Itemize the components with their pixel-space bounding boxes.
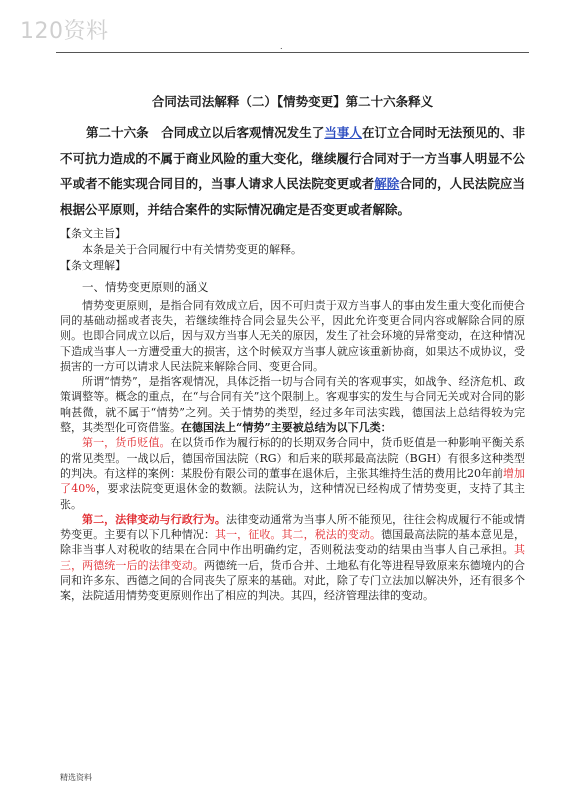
link-jiechu[interactable]: 解除 (374, 176, 400, 192)
article-part-3: 合同的，人民法院应当根据公平原则，并结合案件的实际情况确定是否变更或者解除。 (60, 176, 525, 217)
link-dangshiren[interactable]: 当事人 (324, 125, 362, 140)
footer-label: 精选资料 (60, 773, 92, 782)
header-rule (56, 52, 529, 53)
paragraph-2-text: 所谓“情势”，是指客观情况，具体泛指一切与合同有关的客观事实，如战争、经济危机、政策调整等。概念的重点，在“与合同有关”这个限制上。客观事实的发生与合同无关或对合同的影响甚微，就不属于“情势”之列。关于情势的类型，经过多年司法实践，德国法上总结得较为完整，其类型化可资借鉴。 (60, 375, 525, 435)
p4-red-1: 第二，法律变动与行政行为。 (82, 512, 226, 526)
article-part-2: 在订立合同时无法预见的、非不可抗力造成的不属于商业风险的重大变化，继续履行合同对于一方当事人明显不公平或者不能实现合同目的，当事人请求人民法院变更或者 (60, 125, 525, 192)
p3-red-1: 第一，货币贬值。 (82, 436, 171, 450)
header-dot: . (280, 42, 283, 51)
understand-heading: 【条文理解】 (60, 258, 126, 272)
p4-red-3: 其三，两德统一后的法律变动。 (60, 543, 525, 572)
paragraph-1: 情势变更原则，是指合同有效成立后，因不可归责于双方当事人的事由发生重大变化而使合同的基础动摇或者丧失，若继续维持合同会显失公平，因此允许变更合同内容或解除合同的原则。也即合同成立以后，因与双方当事人无关的原因，发生了社会环境的异常变动，在这种情况下造成当事人一方遭受重大的损害，这个时候双方当事人就应该重新协商，如果达不成协议，受损害的一方可以请求人民法院来解除合同、变更合同。 (60, 298, 525, 373)
document-title: 合同法司法解释（二）【情势变更】第二十六条释义 (151, 94, 434, 109)
paragraph-2-bold: 在德国法上“情势”主要被总结为以下几类： (181, 421, 392, 435)
section-1-title: 一、情势变更原则的涵义 (82, 279, 209, 294)
p4-red-2: 其一，征收。其二，税法的变动。 (215, 528, 382, 542)
p3-red-2: 增加了40% (60, 466, 525, 496)
article-part-1: 第二十六条 合同成立以后客观情况发生了 (86, 125, 325, 140)
p3-text-1: 在以货币作为履行标的的长期双务合同中，货币贬值是一种影响平衡关系的常见类型。一战以后，德国帝国法院（RG）和后来的联邦最高法院（BGH）有很多这种类型的判决。有这样的案例：某股份有限公司的董事在退休后，主张其维持生活的费用比20年前 (60, 436, 526, 480)
p3-text-2: ，要求法院变更退休金的数额。法院认为，这种情况已经构成了情势变更，支持了其主张。 (60, 482, 525, 511)
p4-text-1: 法律变动通常为当事人所不能预见，往往会构成履行不能或情势变更。主要有以下几种情况： (60, 512, 525, 542)
paragraph-2 (60, 374, 525, 435)
paragraph-4 (60, 512, 525, 604)
document-body (60, 92, 525, 604)
p4-text-3: 两德统一后，货币合并、土地私有化等进程导致原来东德境内的合同和许多东、西德之间的合同丧失了原来的基础。对此，除了专门立法加以解决外，还有很多个案，法院适用情势变更原则作出了相应的判决。其四，经济管理法律的变动。 (60, 558, 525, 603)
paragraph-3 (60, 435, 525, 511)
intent-heading: 【条文主旨】 (60, 227, 126, 241)
p4-text-2: 德国最高法院的基本意见是，除非当事人对税收的结果在合同中作出明确约定，否则税法变动的结果由当事人自己承担。 (60, 528, 526, 557)
article-text (60, 120, 525, 222)
watermark-logo: 120资料 (20, 19, 109, 44)
intent-text: 本条是关于合同履行中有关情势变更的解释。 (82, 243, 302, 257)
